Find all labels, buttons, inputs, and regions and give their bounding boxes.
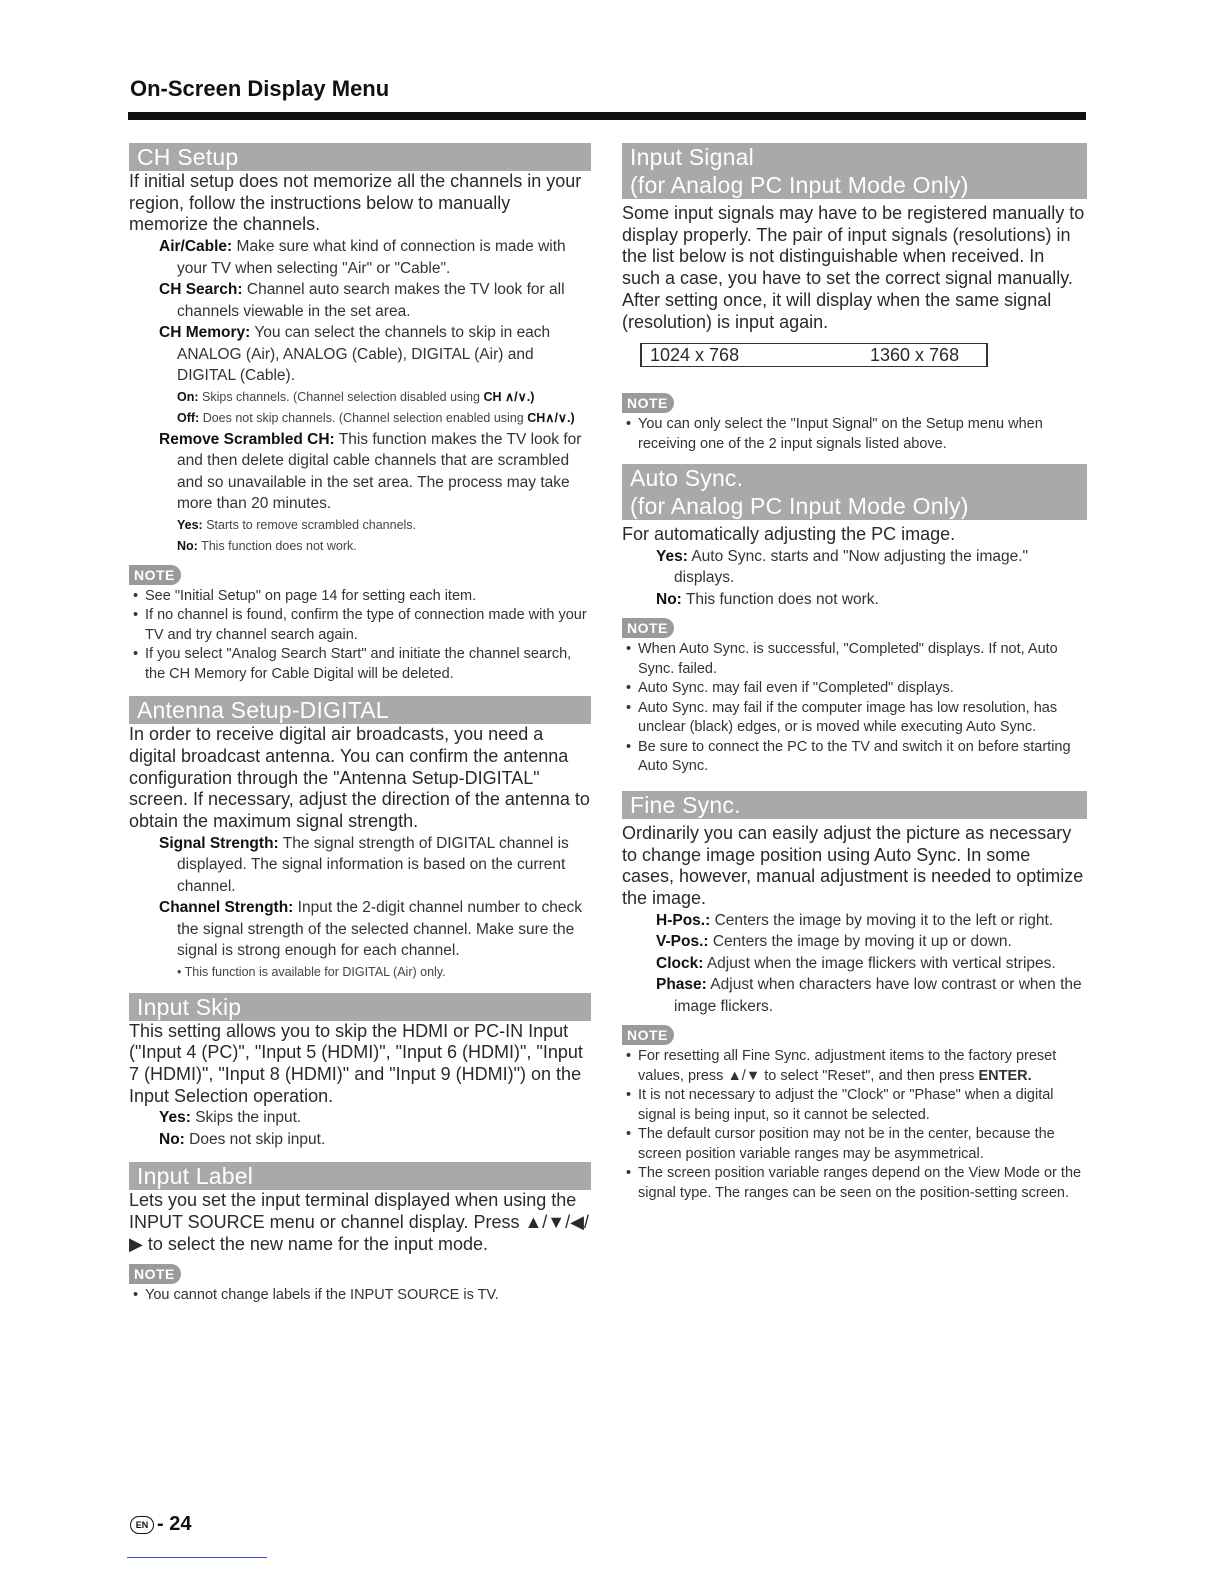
page-title: On-Screen Display Menu [130, 76, 390, 101]
auto-sync-note: • When Auto Sync. is successful, "Completed" displays. If not, Auto Sync. failed. [626, 641, 1058, 677]
fine-sync-intro: Ordinarily you can easily adjust the picture as necessary to change image position using Auto Sync. In some cases, however, manual adjustment is needed to optimize the image. [622, 822, 1084, 909]
input-signal-note: • You can only select the "Input Signal" on the Setup menu when receiving one of the 2 input signals listed above. [626, 416, 1043, 452]
input-signal-intro: Some input signals may have to be registered manually to display properly. The pair of input signals (resolutions) in the list below is not distinguishable when received. In such a case, you have to set the correct signal manually. After setting once, it will display when the same signal (resolution) is input again. [622, 203, 1085, 332]
ch-search-item: CH Search: Channel auto search makes the TV look for all channels viewable in the set area. [159, 281, 565, 320]
resolution-a: 1024 x 768 [650, 345, 740, 366]
ch-memory-item: CH Memory: You can select the channels to skip in each ANALOG (Air), ANALOG (Cable), DIGITAL (Air) and DIGITAL (Cable). [159, 324, 551, 385]
ch-memory-on: On: Skips channels. (Channel selection disabled using CH ∧/∨.) [177, 389, 535, 404]
left-column [129, 143, 591, 1305]
clock-item: Clock: Adjust when the image flickers with vertical stripes. [656, 954, 1056, 972]
auto-sync-note: • Be sure to connect the PC to the TV and switch it on before starting Auto Sync. [626, 738, 1071, 775]
ch-setup-note: • If no channel is found, confirm the type of connection made with your TV and try channel search again. [133, 607, 587, 643]
scrambled-no: No: This function does not work. [177, 538, 357, 553]
input-skip-intro: This setting allows you to skip the HDMI or PC-IN Input ("Input 4 (PC)", "Input 5 (HDMI)", "Input 6 (HDMI)", "Input 7 (HDMI)", "Input 8 (HDMI)" and "Input 9 (HDMI)") on the Input Selection operation. [129, 1020, 583, 1106]
phase-item: Phase: Adjust when characters have low contrast or when the image flickers. [656, 976, 1082, 1015]
input-signal-heading: Input Signal (for Analog PC Input Mode Only) [622, 143, 1087, 199]
title-rule [128, 112, 1086, 120]
antenna-intro: In order to receive digital air broadcasts, you need a digital broadcast antenna. You can confirm the antenna configuration through the "Antenna Setup-DIGITAL" screen. If necessary, adjust the direction of the antenna to obtain the maximum signal strength. [129, 724, 590, 831]
antenna-sub-note: • This function is available for DIGITAL (Air) only. [177, 964, 446, 979]
auto-sync-intro: For automatically adjusting the PC image. [622, 524, 956, 545]
note-icon: NOTE [622, 618, 674, 638]
right-column [622, 143, 1087, 1203]
fine-sync-note: • It is not necessary to adjust the "Clock" or "Phase" when a digital signal is being input, so it cannot be selected. [626, 1087, 1054, 1123]
signal-strength-item: Signal Strength: The signal strength of DIGITAL channel is displayed. The signal information is based on the current channel. [159, 834, 569, 895]
antenna-heading: Antenna Setup-DIGITAL [129, 696, 591, 724]
auto-sync-note: • Auto Sync. may fail even if "Completed" displays. [626, 680, 954, 697]
ch-setup-intro: If initial setup does not memorize all the channels in your region, follow the instructions below to manually memorize the channels. [129, 171, 582, 235]
input-label-note: • You cannot change labels if the INPUT SOURCE is TV. [133, 1286, 499, 1303]
note-icon: NOTE [129, 565, 181, 585]
fine-sync-heading: Fine Sync. [622, 791, 1087, 819]
resolution-b: 1360 x 768 [870, 345, 960, 366]
note-icon: NOTE [622, 393, 674, 413]
input-skip-yes: Yes: Skips the input. [159, 1109, 302, 1127]
input-skip-heading: Input Skip [129, 993, 591, 1021]
auto-sync-note: • Auto Sync. may fail if the computer image has low resolution, has unclear (black) edges, or is moved while executing Auto Sync. [626, 699, 1058, 736]
v-pos-item: V-Pos.: Centers the image by moving it up or down. [656, 933, 1012, 951]
language-en-icon: EN [130, 1516, 154, 1534]
page-number: - 24 [157, 1513, 192, 1535]
auto-sync-yes: Yes: Auto Sync. starts and "Now adjusting the image." displays. [656, 547, 1029, 587]
auto-sync-no: No: This function does not work. [656, 590, 879, 608]
ch-setup-heading: CH Setup [129, 143, 591, 171]
footer-link-line [127, 1557, 267, 1558]
fine-sync-note: • The screen position variable ranges depend on the View Mode or the signal type. The ranges can be seen on the position-setting screen. [626, 1165, 1082, 1201]
note-icon: NOTE [622, 1025, 674, 1045]
ch-setup-note: • If you select "Analog Search Start" and initiate the channel search, the CH Memory for Cable Digital will be deleted. [133, 646, 572, 682]
auto-sync-heading: Auto Sync. (for Analog PC Input Mode Only) [622, 464, 1087, 520]
channel-strength-item: Channel Strength: Input the 2-digit channel number to check the signal strength of the selected channel. Make sure the signal is strong enough for each channel. [159, 899, 582, 960]
remove-scrambled-item: Remove Scrambled CH: This function makes the TV look for and then delete digital cable channels that are scrambled and so unavailable in the set area. The process may take more than 20 minutes. [159, 430, 582, 513]
resolution-table [640, 343, 988, 367]
input-skip-no: No: Does not skip input. [159, 1130, 326, 1148]
input-label-heading: Input Label [129, 1162, 591, 1190]
ch-memory-off: Off: Does not skip channels. (Channel selection enabled using CH∧/∨.) [177, 410, 575, 425]
scrambled-yes: Yes: Starts to remove scrambled channels. [177, 517, 417, 532]
ch-setup-note: • See "Initial Setup" on page 14 for setting each item. [133, 587, 477, 604]
air-cable-item: Air/Cable: Make sure what kind of connection is made with your TV when selecting "Air" or "Cable". [159, 238, 566, 277]
h-pos-item: H-Pos.: Centers the image by moving it to the left or right. [656, 911, 1054, 929]
fine-sync-note: • For resetting all Fine Sync. adjustment items to the factory preset values, press ▲/▼ to select "Reset", and then press ENTER. [626, 1048, 1057, 1084]
fine-sync-note: • The default cursor position may not be in the center, because the screen position variable ranges may be asymmetrical. [626, 1126, 1055, 1162]
note-icon: NOTE [129, 1264, 181, 1284]
page-footer [130, 1513, 191, 1536]
input-label-intro: Lets you set the input terminal displayed when using the INPUT SOURCE menu or channel display. Press ▲/▼/◀/▶ to select the new name for the input mode. [129, 1190, 589, 1254]
